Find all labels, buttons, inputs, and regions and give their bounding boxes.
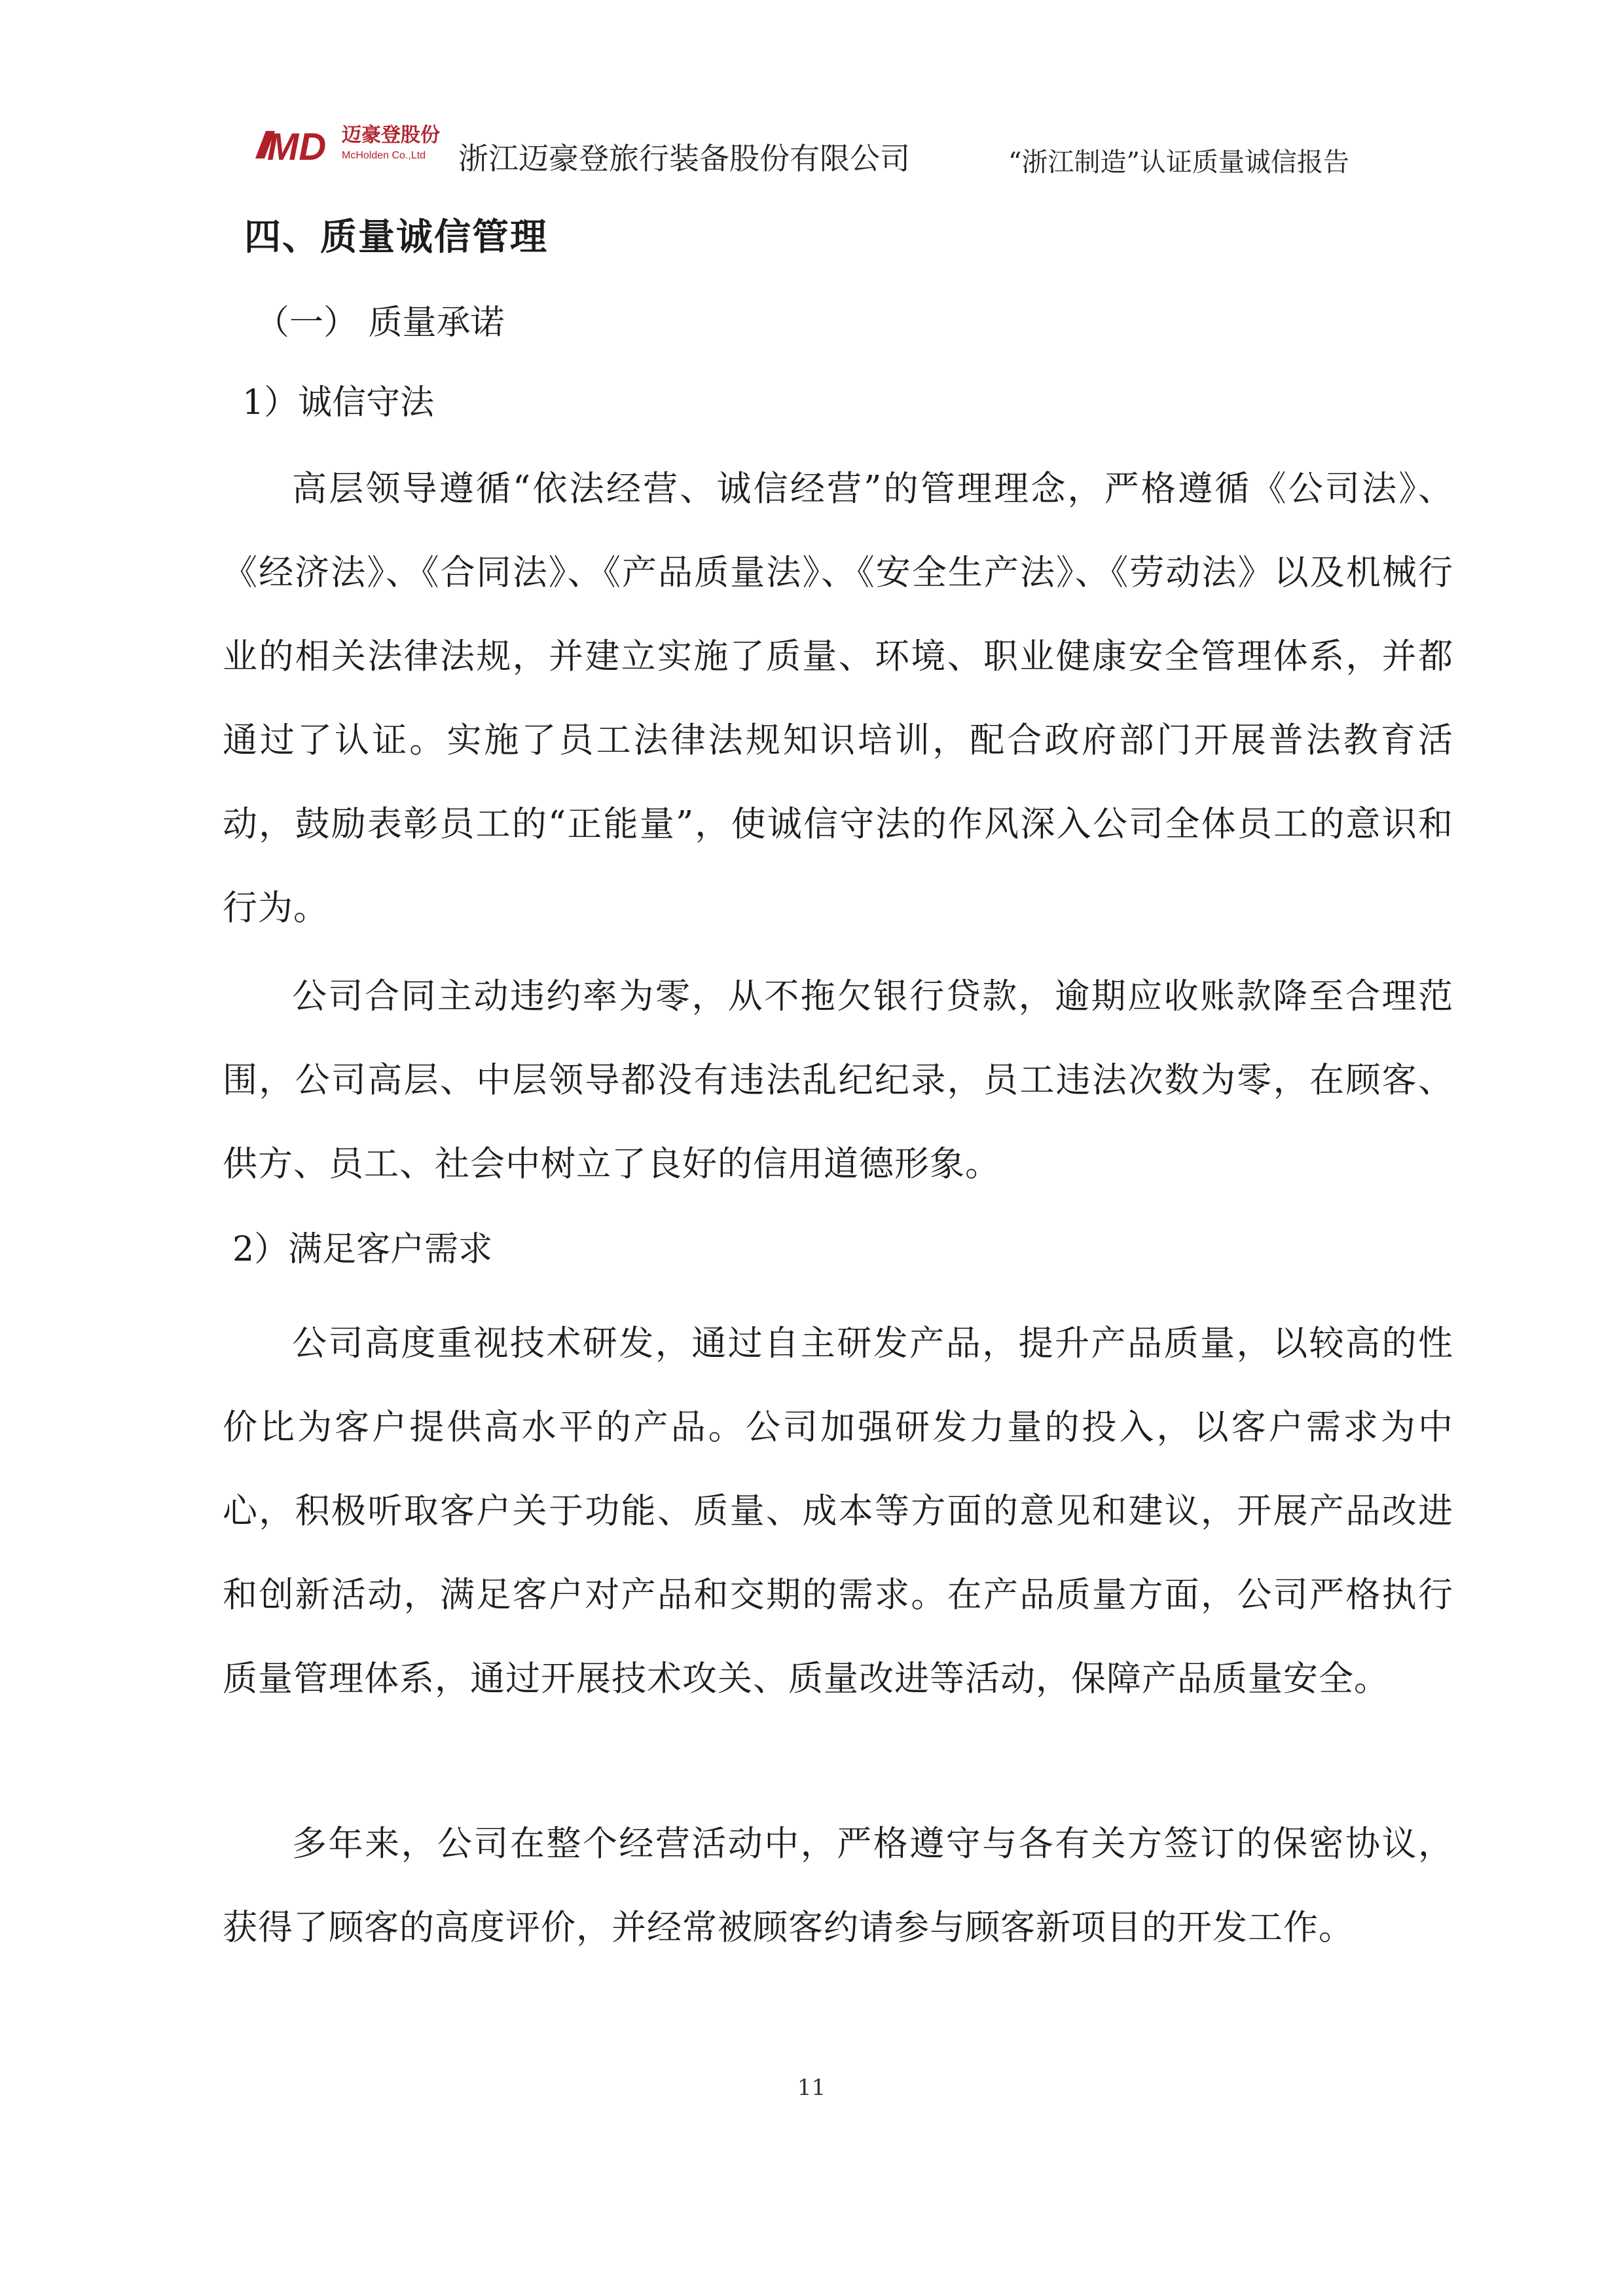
paragraph: 多年来，公司在整个经营活动中，严格遵守与各有关方签订的保密协议，获得了顾客的高度评价，并经常被顾客约请参与顾客新项目的开发工作。 <box>223 1824 1453 1948</box>
paragraph: 公司合同主动违约率为零，从不拖欠银行贷款，逾期应收账款降至合理范围，公司高层、中层领导都没有违法乱纪纪录，员工违法次数为零，在顾客、供方、员工、社会中树立了良好的信用道德形象。 <box>223 976 1453 1184</box>
company-logo <box>255 118 452 177</box>
item-heading-customer: 2）满足客户需求 <box>232 1230 493 1269</box>
section-title: 四、质量诚信管理 <box>244 215 548 259</box>
paragraph: 高层领导遵循“依法经营、诚信经营”的管理理念，严格遵循《公司法》、《经济法》、《合同法》、《产品质量法》、《安全生产法》、《劳动法》以及机械行业的相关法律法规，并建立实施了质量、环境、职业健康安全管理体系，并都通过了认证。实施了员工法律法规知识培训，配合政府部门开展普法教育活动，鼓励表彰员工的“正能量”，使诚信守法的作风深入公司全体员工的意识和行为。 <box>223 469 1453 928</box>
item-heading-integrity: 1）诚信守法 <box>242 383 435 422</box>
paragraph: 公司高度重视技术研发，通过自主研发产品，提升产品质量，以较高的性价比为客户提供高水平的产品。公司加强研发力量的投入，以客户需求为中心，积极听取客户关于功能、质量、成本等方面的意见和建议，开展产品改进和创新活动，满足客户对产品和交期的需求。在产品质量方面，公司严格执行质量管理体系，通过开展技术攻关、质量改进等活动，保障产品质量安全。 <box>223 1324 1453 1699</box>
report-title: “浙江制造”认证质量诚信报告 <box>1008 147 1349 177</box>
logo-chinese: 迈豪登股份 <box>342 124 440 146</box>
logo-letters: MD <box>267 126 327 168</box>
page-number: 11 <box>797 2075 826 2101</box>
page-header <box>255 113 1434 191</box>
logo-english: McHolden Co.,Ltd <box>342 150 426 161</box>
subsection-title: （一） 质量承诺 <box>255 303 505 343</box>
company-name: 浙江迈豪登旅行装备股份有限公司 <box>458 141 910 176</box>
